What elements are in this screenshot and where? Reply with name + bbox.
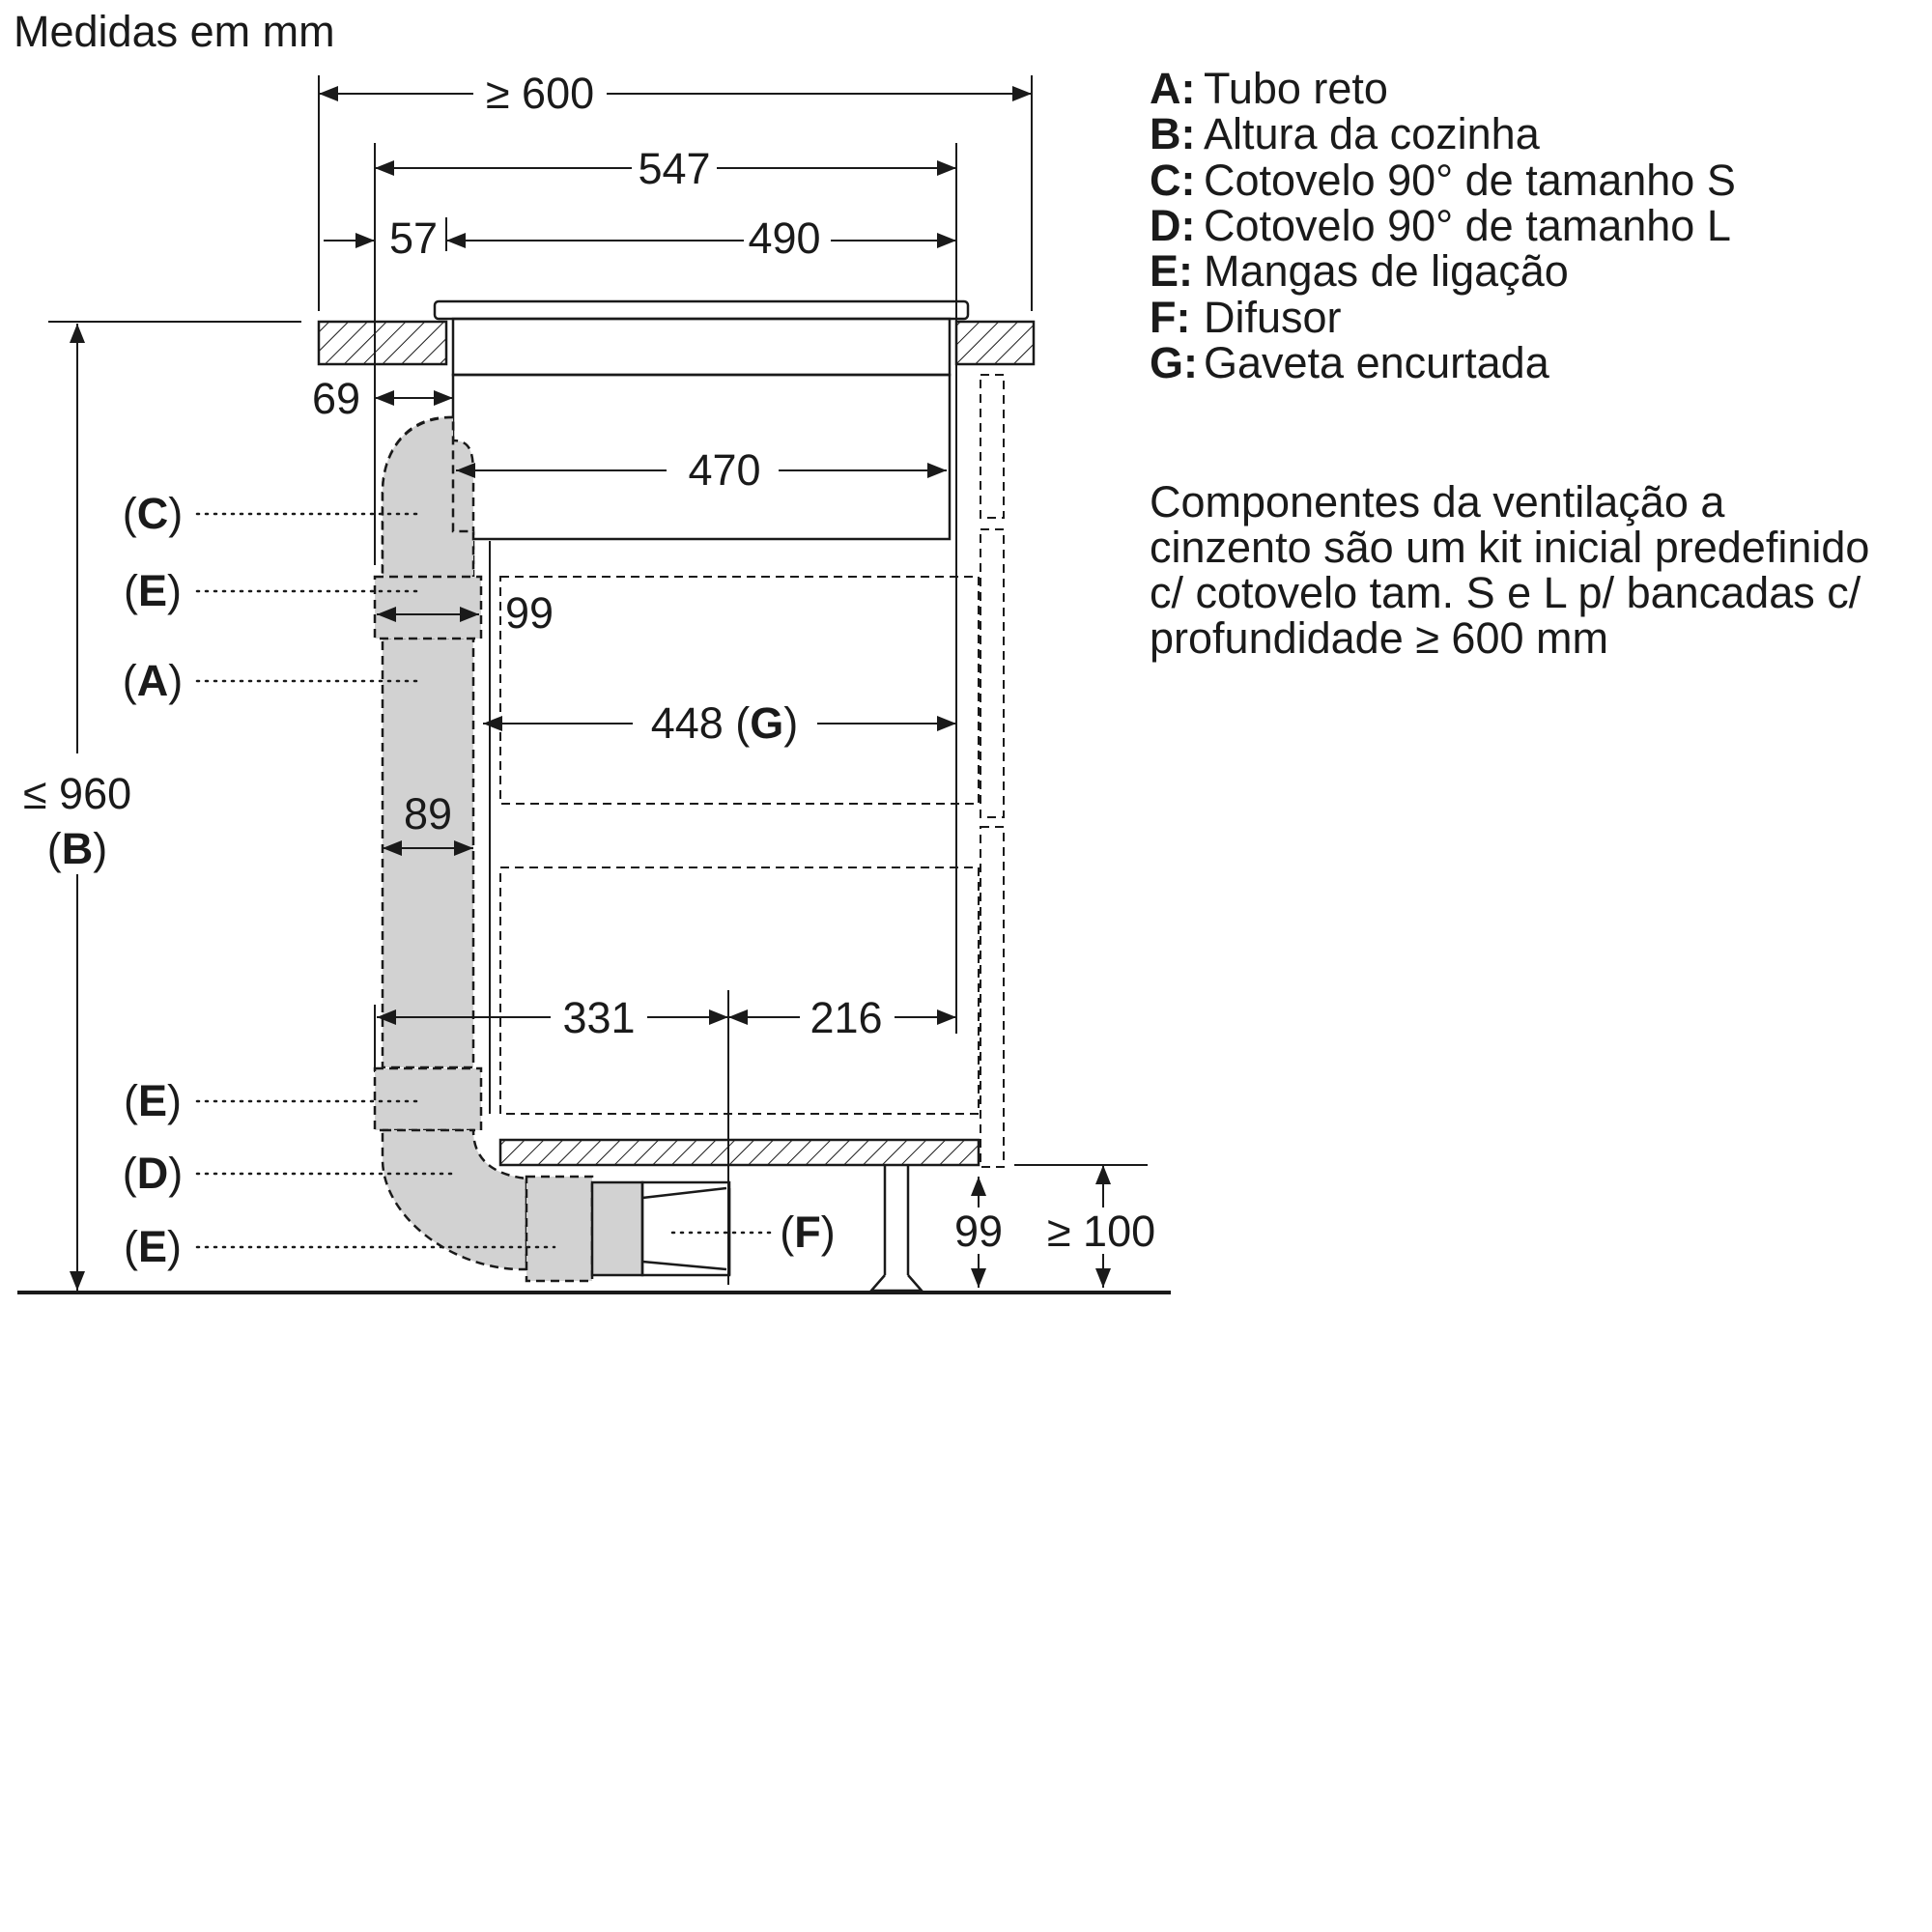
- dim-body-width: 470: [688, 445, 761, 495]
- svg-text:(C): (C): [122, 489, 184, 538]
- legend-item: G: Gaveta encurtada: [1150, 338, 1549, 387]
- legend-item: F: Difusor: [1150, 293, 1342, 342]
- callout-c: [123, 489, 417, 538]
- svg-text:(E): (E): [123, 1222, 183, 1271]
- straight-pipe-bottom: [592, 1182, 642, 1275]
- dim-plinth-height: ≥ 100: [1046, 1207, 1156, 1256]
- svg-text:(F): (F): [780, 1208, 836, 1257]
- note-line: c/ cotovelo tam. S e L p/ bancadas c/: [1150, 568, 1861, 617]
- kit-note: [1150, 477, 1869, 663]
- dim-cutout-width: 490: [748, 213, 821, 263]
- svg-text:(E): (E): [123, 566, 183, 615]
- dim-sleeve-width: 99: [504, 588, 554, 638]
- straight-pipe-a: [383, 638, 473, 1067]
- dim-duct-width: 89: [403, 789, 453, 838]
- callout-f: [672, 1208, 836, 1257]
- connection-sleeve-mid: [375, 1068, 481, 1130]
- dim-hob-width: 547: [638, 144, 711, 193]
- callout-e-mid: [124, 1076, 417, 1125]
- dim-overall-width: ≥ 600: [485, 69, 595, 118]
- hob: [435, 301, 968, 539]
- dim-rear-section: 331: [562, 993, 636, 1042]
- dim-kitchen-height-tag: (B): [46, 824, 108, 873]
- dim-front-section: 216: [810, 993, 883, 1042]
- note-line: profundidade ≥ 600 mm: [1150, 613, 1608, 663]
- cabinet-base: [500, 1140, 979, 1165]
- diffuser: [642, 1182, 729, 1275]
- legend-item: C: Cotovelo 90° de tamanho S: [1150, 156, 1736, 205]
- legend-item: E: Mangas de ligação: [1150, 246, 1569, 296]
- legend-item: D: Cotovelo 90° de tamanho L: [1150, 201, 1731, 250]
- note-line: Componentes da ventilação a: [1150, 477, 1725, 526]
- svg-text:(D): (D): [122, 1149, 184, 1198]
- svg-text:(A): (A): [122, 656, 184, 705]
- callout-a: [123, 656, 417, 705]
- dim-left-offset: 57: [388, 213, 439, 263]
- cabinet-leg: [871, 1165, 922, 1291]
- legend-item: A: Tubo reto: [1150, 64, 1388, 113]
- note-line: cinzento são um kit inicial predefinido: [1150, 523, 1870, 572]
- units-label: Medidas em mm: [14, 7, 335, 56]
- dim-kitchen-height: ≤ 960: [22, 769, 132, 818]
- dim-plinth-gap: 99: [953, 1207, 1004, 1256]
- legend: [1150, 64, 1736, 387]
- countertop: [319, 322, 1034, 364]
- drawer-tag: G: [750, 698, 784, 748]
- legend-item: B: Altura da cozinha: [1150, 109, 1540, 158]
- dim-duct-offset: 69: [311, 374, 361, 423]
- svg-text:(E): (E): [123, 1076, 183, 1125]
- connection-sleeve-bottom: [526, 1177, 592, 1281]
- dim-drawer-width: 448 (G): [650, 698, 799, 748]
- connection-sleeve-top: [375, 577, 481, 639]
- callout-e-top: [124, 566, 417, 615]
